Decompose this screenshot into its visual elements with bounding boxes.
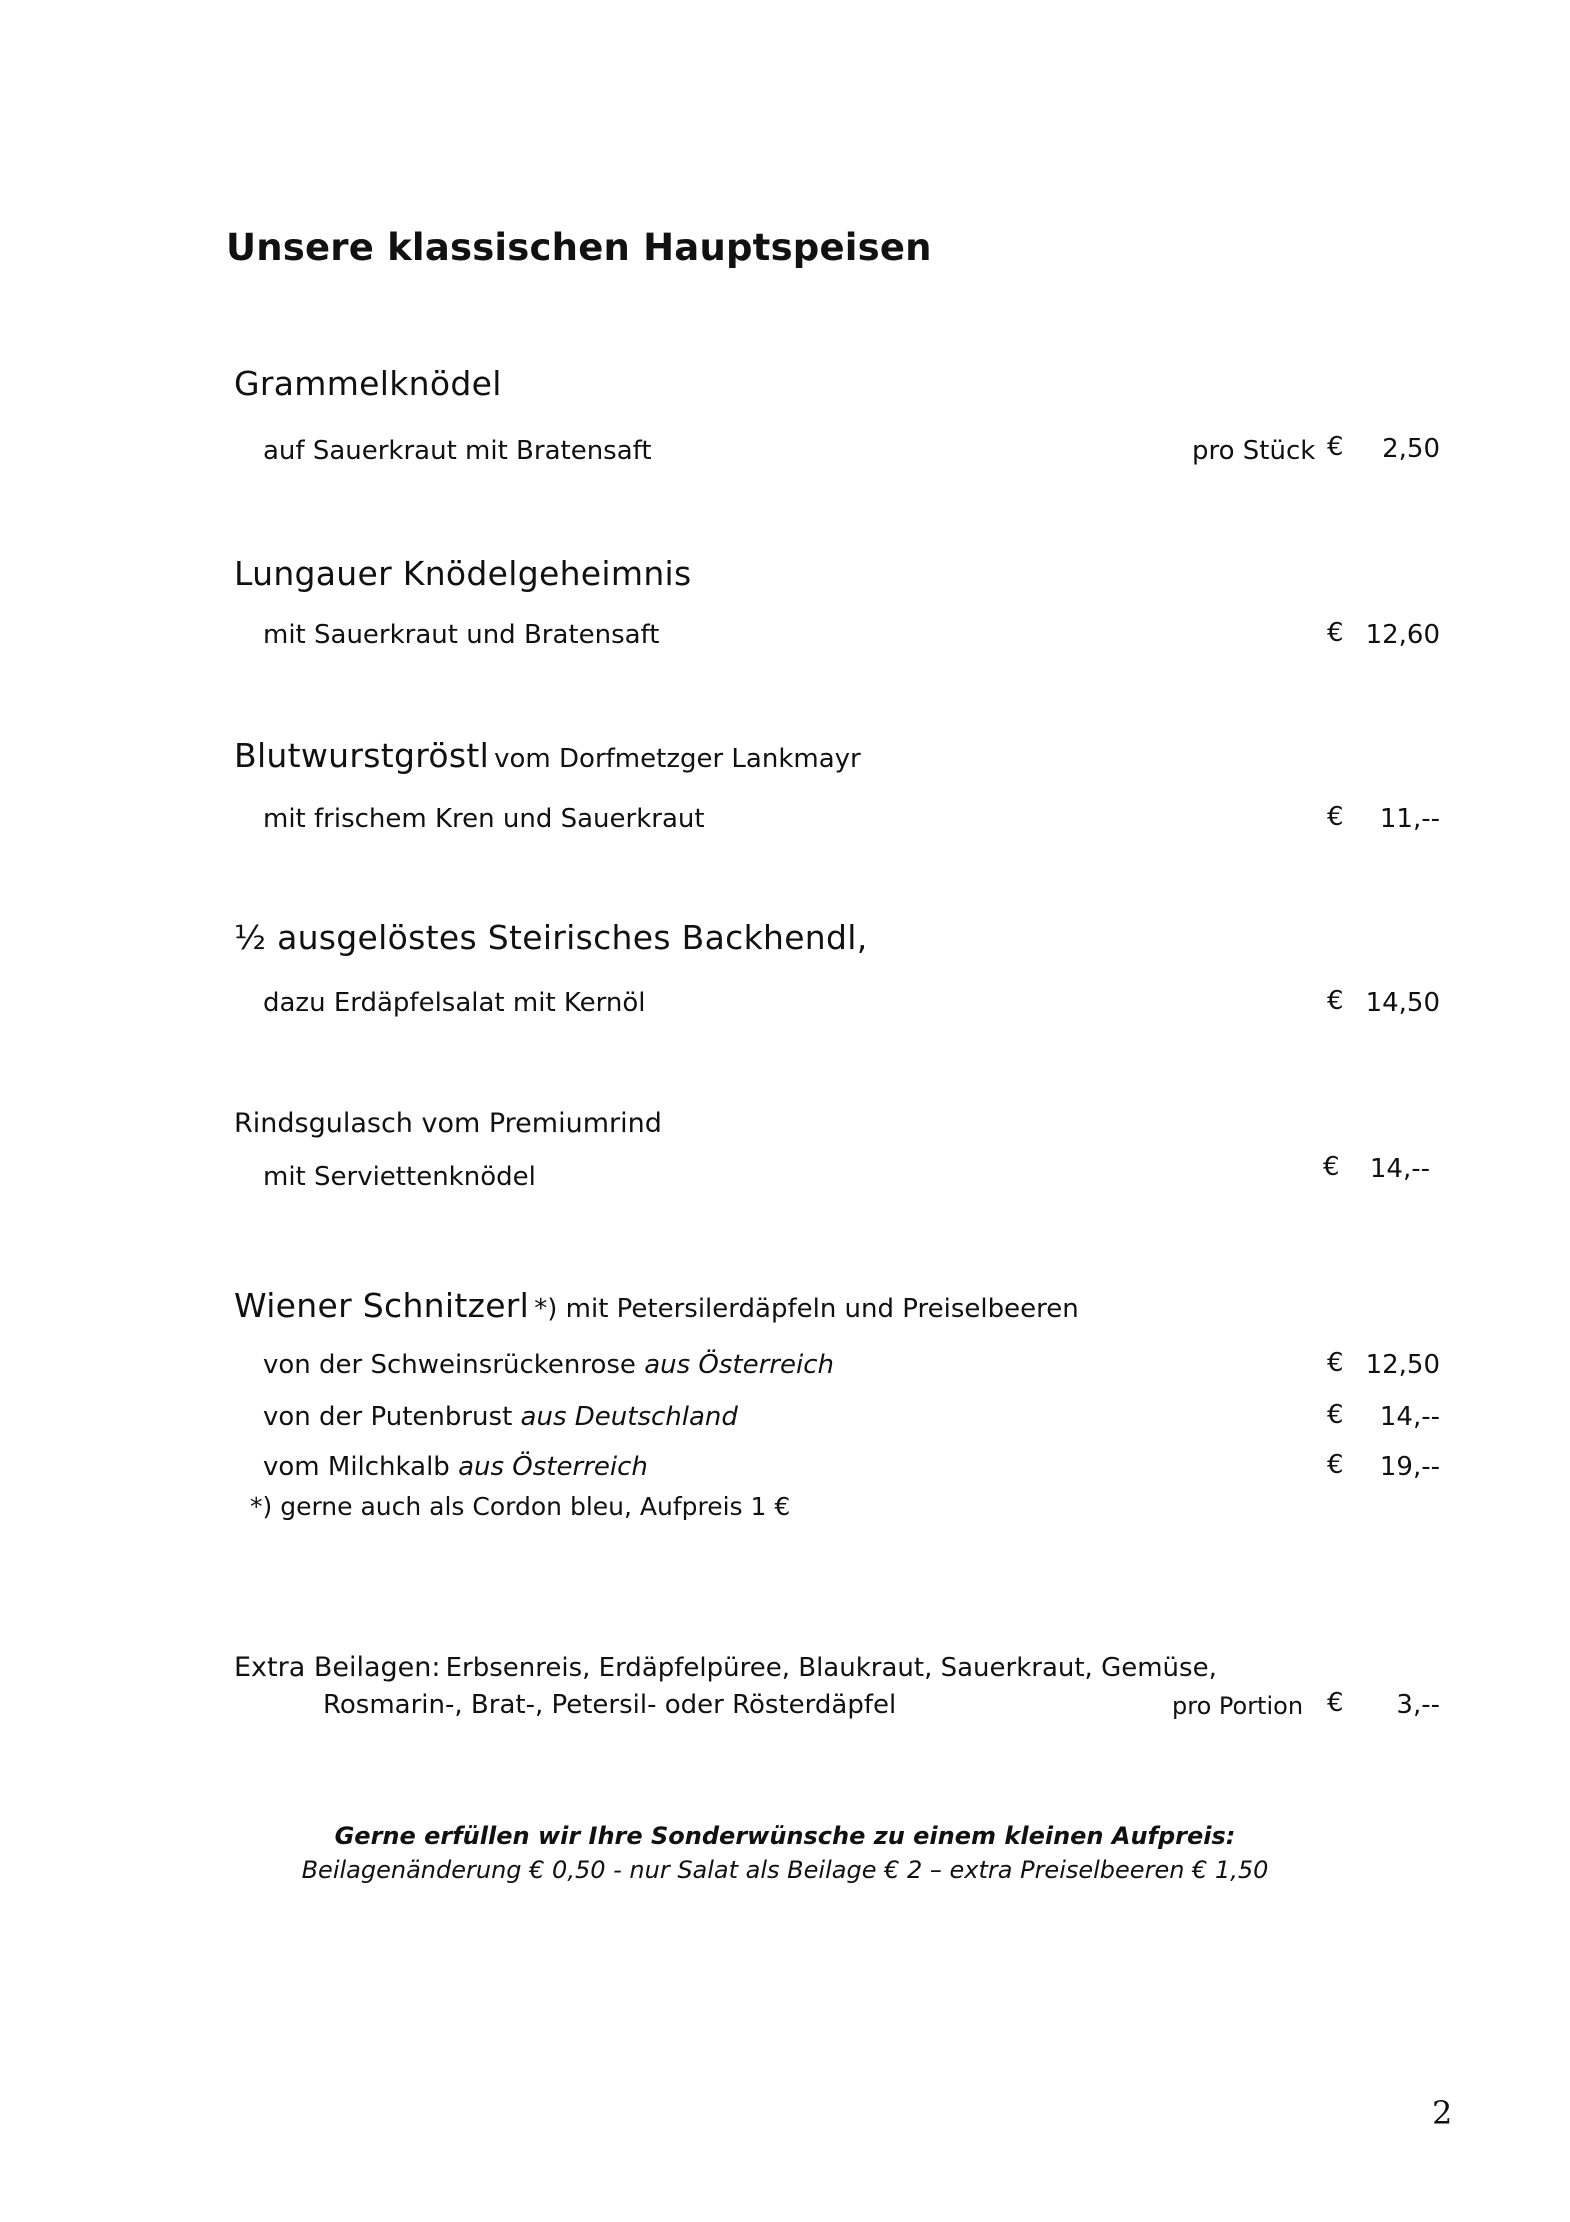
currency-symbol: € [1327, 432, 1344, 462]
variant-origin: aus Deutschland [520, 1402, 738, 1432]
dish-name: Grammelknödel [234, 364, 502, 403]
page-number: 2 [1432, 2094, 1453, 2132]
dish-description: mit Serviettenknödel [263, 1162, 536, 1192]
variant-row [263, 1452, 648, 1482]
footer-title: Gerne erfüllen wir Ihre Sonderwünsche zu einem kleinen Aufpreis: [334, 1822, 1236, 1850]
dish-price: 14,-- [1369, 1154, 1430, 1184]
variant-label: von der Schweinsrückenrose [263, 1350, 636, 1380]
page-title: Unsere klassischen Hauptspeisen [226, 226, 932, 269]
dish-name: Blutwurstgröstl [234, 736, 490, 775]
currency-symbol: € [1327, 986, 1344, 1016]
currency-symbol: € [1327, 802, 1344, 832]
variant-price: 14,-- [1379, 1402, 1440, 1432]
extras-label: Extra Beilagen: [234, 1652, 441, 1683]
variant-label: vom Milchkalb [263, 1452, 450, 1482]
dish-price: 12,60 [1365, 620, 1440, 650]
dish-description: mit frischem Kren und Sauerkraut [263, 804, 705, 834]
dish-heading [234, 1286, 1079, 1325]
dish-description: auf Sauerkraut mit Bratensaft [263, 436, 652, 466]
variant-label: von der Putenbrust [263, 1402, 513, 1432]
currency-symbol: € [1327, 1348, 1344, 1378]
variant-price: 12,50 [1365, 1350, 1440, 1380]
currency-symbol: € [1323, 1152, 1340, 1182]
price-unit: pro Stück [1192, 436, 1316, 466]
currency-symbol: € [1327, 1688, 1344, 1718]
extras-list: Erbsenreis, Erdäpfelpüree, Blaukraut, Sauerkraut, Gemüse, [445, 1653, 1217, 1683]
dish-heading [234, 736, 861, 775]
dish-price: 2,50 [1382, 434, 1440, 464]
variant-row [263, 1350, 834, 1380]
price-unit: pro Portion [1172, 1692, 1304, 1720]
dish-name: Wiener Schnitzerl [234, 1286, 530, 1325]
currency-symbol: € [1327, 618, 1344, 648]
variant-origin: aus Österreich [458, 1452, 648, 1482]
dish-price: 11,-- [1379, 804, 1440, 834]
variant-price: 19,-- [1379, 1452, 1440, 1482]
dish-description: mit Sauerkraut und Bratensaft [263, 620, 660, 650]
currency-symbol: € [1327, 1400, 1344, 1430]
dish-description: dazu Erdäpfelsalat mit Kernöl [263, 988, 646, 1018]
dish-name: Rindsgulasch vom Premiumrind [234, 1108, 662, 1139]
extras-line-1 [234, 1652, 1217, 1683]
variant-row [263, 1402, 738, 1432]
extras-line-2: Rosmarin-, Brat-, Petersil- oder Rösterdäpfel [323, 1690, 897, 1720]
dish-name: ½ ausgelöstes Steirisches Backhendl, [234, 918, 868, 957]
footer-details: Beilagenänderung € 0,50 - nur Salat als Beilage € 2 – extra Preiselbeeren € 1,50 [301, 1856, 1269, 1884]
dish-suffix: *) mit Petersilerdäpfeln und Preiselbeeren [534, 1294, 1079, 1324]
footnote: *) gerne auch als Cordon bleu, Aufpreis 1 € [250, 1492, 791, 1521]
dish-name: Lungauer Knödelgeheimnis [234, 554, 692, 593]
variant-origin: aus Österreich [644, 1350, 834, 1380]
dish-price: 14,50 [1365, 988, 1440, 1018]
currency-symbol: € [1327, 1450, 1344, 1480]
extras-price: 3,-- [1396, 1690, 1440, 1720]
dish-origin: vom Dorfmetzger Lankmayr [494, 744, 861, 774]
